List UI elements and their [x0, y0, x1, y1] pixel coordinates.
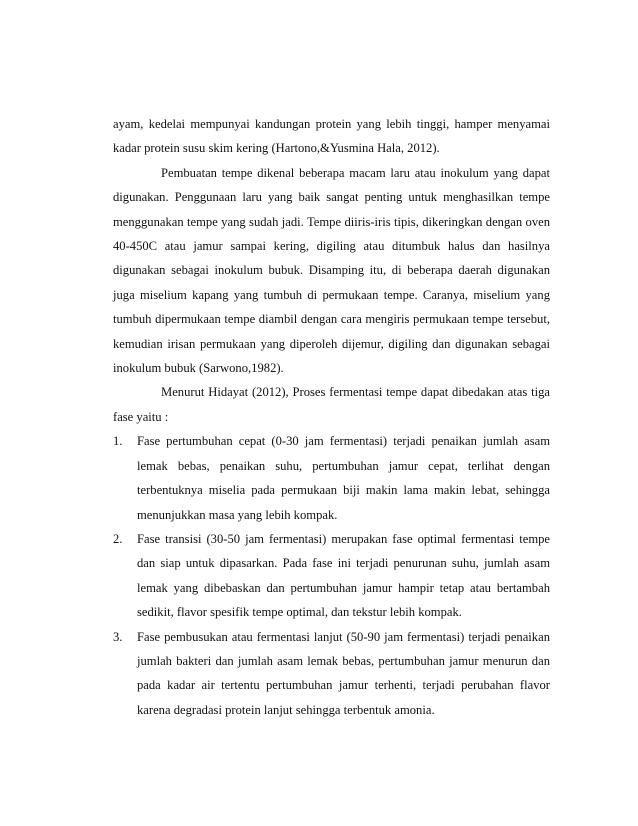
list-number: 3. — [113, 629, 123, 644]
list-number: 2. — [113, 531, 123, 546]
fermentation-phase-list — [113, 429, 550, 722]
list-item-phase-2 — [113, 527, 550, 625]
list-item-text: Fase transisi (30-50 jam fermentasi) merupakan fase optimal fermentasi tempe dan siap untuk dipasarkan. Pada fase ini terjadi penurunan suhu, jumlah asam lemak yang dibebaskan dan pertumbuhan jamur hampir tetap atau bertambah sedikit, flavor spesifik tempe optimal, dan tekstur lebih kompak. — [137, 531, 550, 620]
list-item-text: Fase pertumbuhan cepat (0-30 jam fermentasi) terjadi penaikan jumlah asam lemak bebas, penaikan suhu, pertumbuhan jamur cepat, terlihat dengan terbentuknya miselia pada permukaan biji makin lama makin lebat, sehingga menunjukkan masa yang lebih kompak. — [137, 434, 550, 522]
paragraph-laru: Pembuatan tempe dikenal beberapa macam laru atau inokulum yang dapat digunakan. Penggunaan laru yang baik sangat penting untuk menghasilkan tempe menggunakan tempe yang sudah jadi. Tempe diiris-iris tipis, dikeringkan dengan oven 40-450C atau jamur sampai kering, digiling atau ditumbuk halus dan hasilnya digunakan sebagai inokulum bubuk. Disamping itu, di beberapa daerah digunakan juga miselium kapang yang tumbuh di permukaan tempe. Caranya, miselium yang tumbuh dipermukaan tempe diambil dengan cara mengiris permukaan tempe tersebut, kemudian irisan permukaan yang diperoleh dijemur, digiling dan digunakan sebagai inokulum bubuk (Sarwono,1982). — [113, 165, 550, 376]
paragraph-continuation: ayam, kedelai mempunyai kandungan protein yang lebih tinggi, hamper menyamai kadar protein susu skim kering (Hartono,&Yusmina Hala, 2012). — [113, 117, 550, 156]
list-item-phase-1 — [113, 429, 550, 527]
list-item-phase-3 — [113, 625, 550, 723]
paragraph-fermentation-intro: Menurut Hidayat (2012), Proses fermentasi tempe dapat dibedakan atas tiga fase yaitu : — [113, 385, 550, 424]
document-body — [113, 112, 550, 722]
list-number: 1. — [113, 434, 123, 449]
list-item-text: Fase pembusukan atau fermentasi lanjut (50-90 jam fermentasi) terjadi penaikan jumlah bakteri dan jumlah asam lemak bebas, pertumbuhan jamur menurun dan pada kadar air tertentu pertumbuhan jamur terhenti, terjadi perubahan flavor karena degradasi protein lanjut sehingga terbentuk amonia. — [137, 629, 550, 717]
